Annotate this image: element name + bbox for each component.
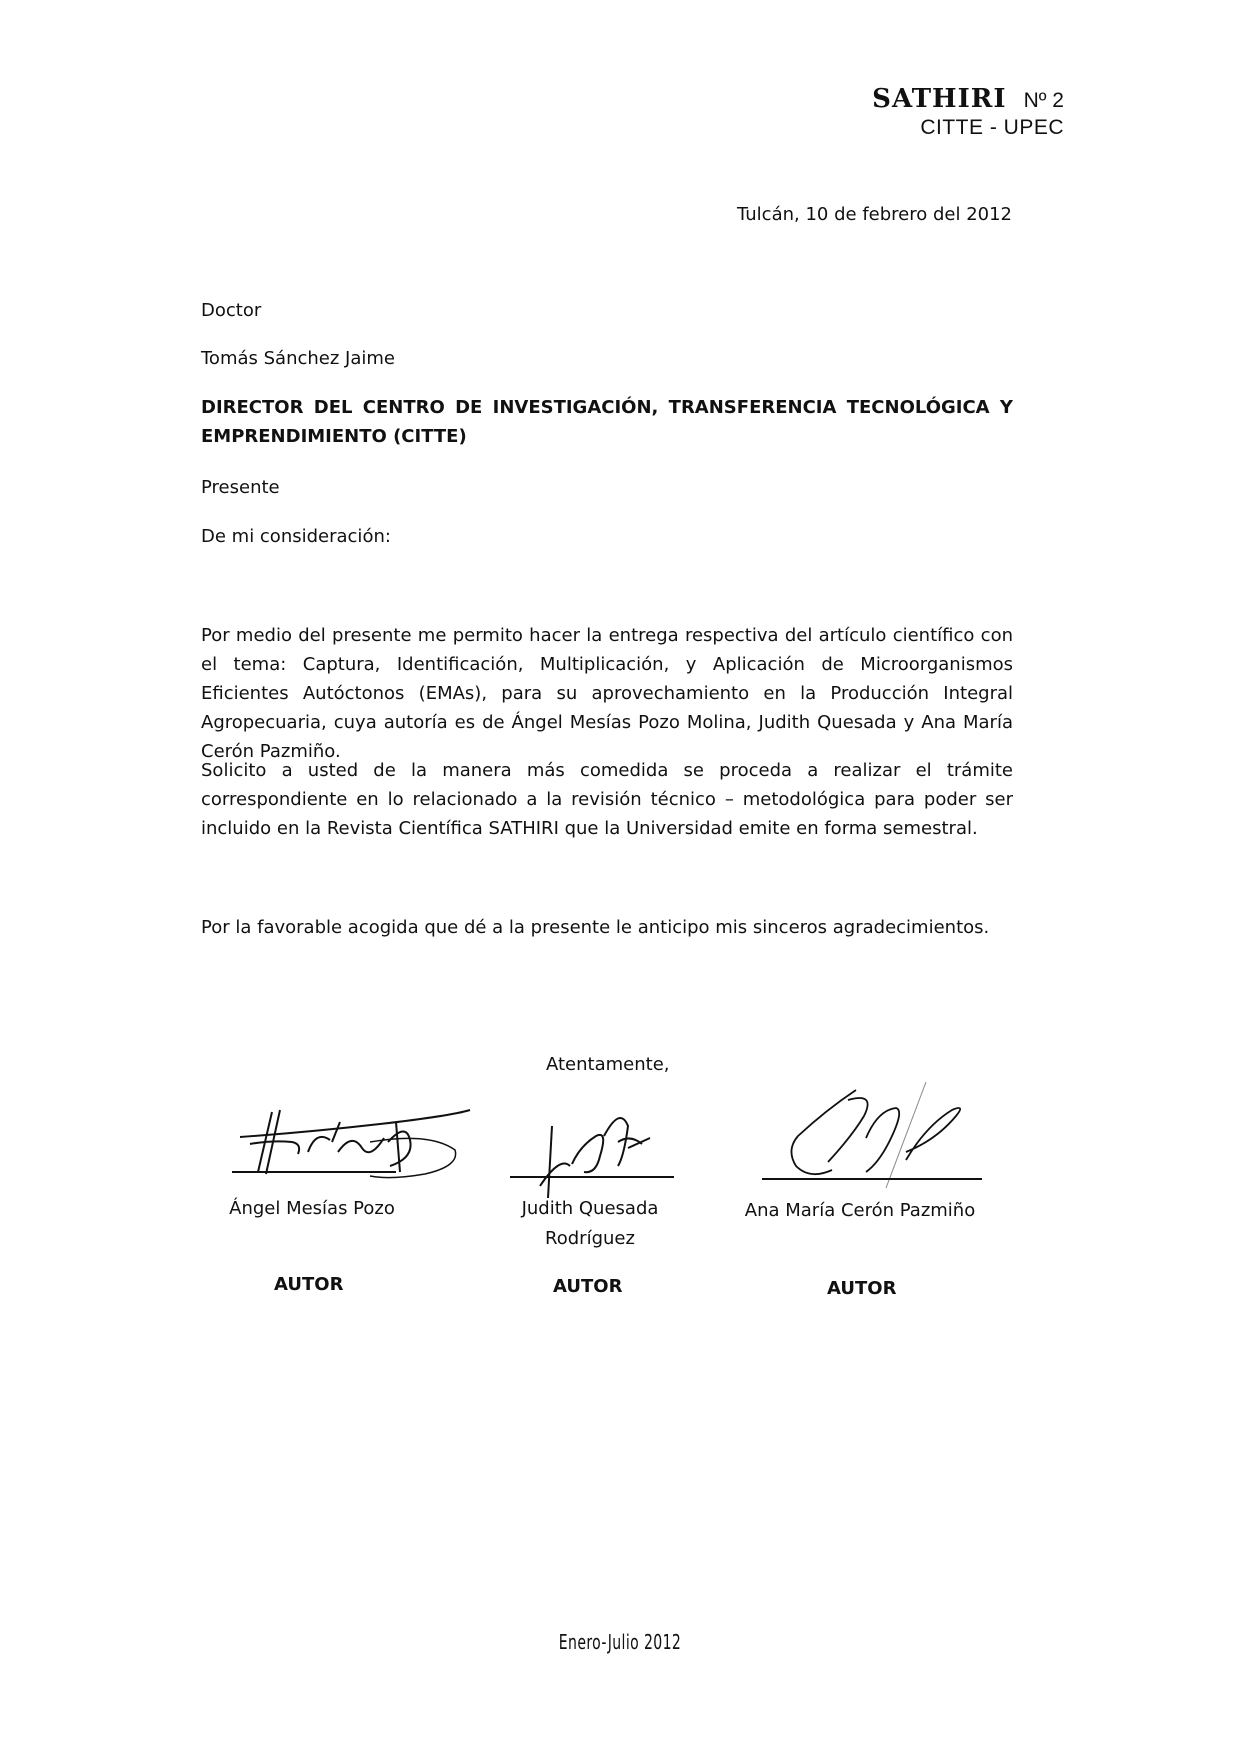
body-paragraph-3: Por la favorable acogida que dé a la presente le anticipo mis sinceros agradecimientos. bbox=[201, 917, 990, 938]
signatory-3-name: Ana María Cerón Pazmiño bbox=[744, 1200, 976, 1221]
body-paragraph-1: Por medio del presente me permito hacer la entrega respectiva del artículo científico con el tema: Captura, Identificación, Multiplicación, y Aplicación de Microorganismos Eficientes Autóctonos (EMAs), para su aprovechamiento en la Producción Integral Agropecuaria, cuya autoría es de Ángel Mesías Pozo Molina, Judith Quesada y Ana María Cerón Pazmiño. bbox=[201, 625, 1013, 762]
footer-period: Enero-Julio 2012 bbox=[558, 1630, 682, 1654]
institution-label: CITTE - UPEC bbox=[920, 116, 1064, 139]
closing: Atentamente, bbox=[546, 1054, 670, 1075]
recipient-name: Tomás Sánchez Jaime bbox=[201, 348, 395, 369]
journal-name: SATHIRI bbox=[872, 84, 1007, 114]
signatory-2-name-line1: Judith Quesada bbox=[521, 1198, 659, 1219]
signatory-1-role: AUTOR bbox=[274, 1274, 344, 1295]
position-word: INVESTIGACIÓN, bbox=[492, 397, 659, 418]
signatory-3-role: AUTOR bbox=[827, 1278, 897, 1299]
signatory-2-role: AUTOR bbox=[553, 1276, 623, 1297]
body-paragraph-2: Solicito a usted de la manera más comedida se proceda a realizar el trámite correspondiente en lo relacionado a la revisión técnico – metodológica para poder ser incluido en la Revista Científica SATHIRI que la Universidad emite en forma semestral. bbox=[201, 760, 1013, 839]
position-word: CENTRO bbox=[362, 397, 445, 418]
position-line-2: EMPRENDIMIENTO (CITTE) bbox=[201, 426, 467, 447]
signatory-2-name-line2: Rodríguez bbox=[545, 1228, 635, 1249]
signatory-2-name bbox=[500, 1194, 680, 1254]
signature-3-scribble bbox=[756, 1070, 986, 1210]
signature-1-scribble bbox=[220, 1082, 480, 1192]
position-word: TRANSFERENCIA bbox=[668, 397, 837, 418]
date-line: Tulcán, 10 de febrero del 2012 bbox=[737, 204, 1012, 225]
position-word: DIRECTOR bbox=[201, 397, 304, 418]
issue-number: Nº 2 bbox=[1023, 89, 1064, 112]
salutation: De mi consideración: bbox=[201, 526, 391, 547]
presente-label: Presente bbox=[201, 477, 280, 498]
signatory-1-name: Ángel Mesías Pozo bbox=[229, 1198, 395, 1219]
position-word: DEL bbox=[313, 397, 353, 418]
position-word: Y bbox=[999, 397, 1013, 418]
signature-line-1 bbox=[232, 1171, 396, 1173]
position-word: TECNOLÓGICA bbox=[846, 397, 990, 418]
signature-line-2 bbox=[510, 1176, 674, 1178]
recipient-title: Doctor bbox=[201, 300, 262, 321]
position-word: DE bbox=[455, 397, 483, 418]
signature-2-scribble bbox=[500, 1086, 680, 1206]
signature-line-3 bbox=[762, 1178, 982, 1180]
